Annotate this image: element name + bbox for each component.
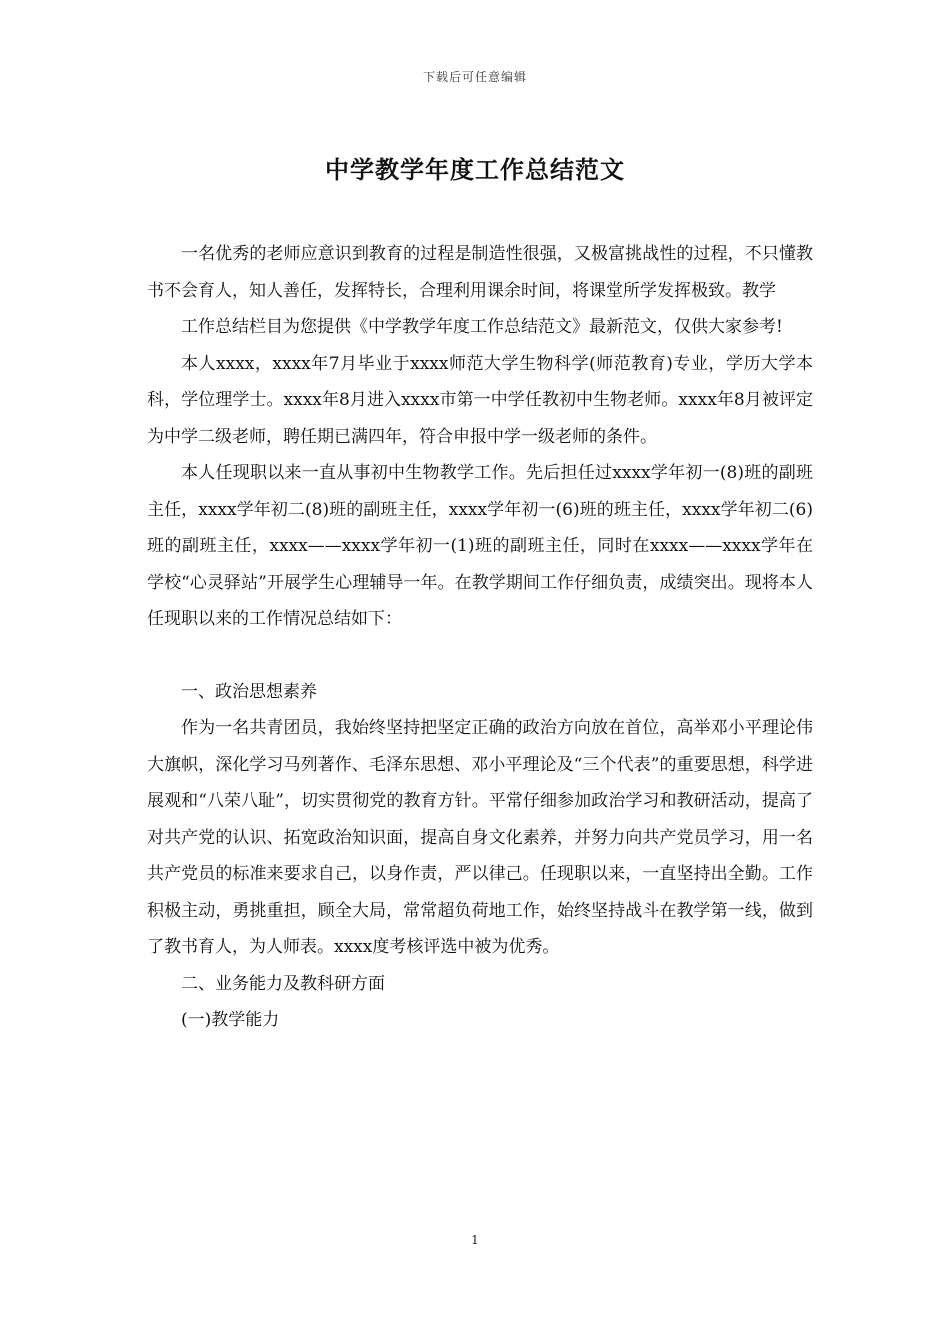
- page-number: 1: [471, 1233, 479, 1247]
- section-heading-business: 二、业务能力及教科研方面: [181, 973, 385, 994]
- paragraph-intro: 一名优秀的老师应意识到教育的过程是制造性很强，又极富挑战性的过程，不只懂教书不会育人，知人善任，发挥特长，合理利用课余时间，将课堂所学发挥极致。教学: [147, 244, 813, 301]
- paragraph-political: 作为一名共青团员，我始终坚持把坚定正确的政治方向放在首位，高举邓小平理论伟大旗帜，深化学习马列著作、毛泽东思想、邓小平理论及“三个代表”的重要思想，科学进展观和“八荣八耻”，切实贯彻党的教育方针。平常仔细参加政治学习和教研活动，提高了对共产党的认识、拓宽政治知识面，提高自身文化素养，并努力向共产党员学习，用一名共产党员的标准来要求自己，以身作责，严以律己。任现职以来，一直坚持出全勤。工作积极主动，勇挑重担，顾全大局，常常超负荷地工作，始终坚持战斗在教学第一线，做到了教书育人，为人师表。xxxx度考核评选中被为优秀。: [147, 718, 813, 957]
- paragraph-work-history: 本人任现职以来一直从事初中生物教学工作。先后担任过xxxx学年初一(8)班的副班主任，xxxx学年初二(8)班的副班主任，xxxx学年初一(6)班的班主任，xxxx学年初二(6)班的副班主任，xxxx——xxxx学年初一(1)班的副班主任，同时在xxxx——xxxx学年在学校“心灵驿站”开展学生心理辅导一年。在教学期间工作仔细负责，成绩突出。现将本人任现职以来的工作情况总结如下：: [147, 463, 813, 629]
- document-body: [147, 236, 813, 1039]
- paragraph-personal-info: 本人xxxx，xxxx年7月毕业于xxxx师范大学生物科学(师范教育)专业，学历大学本科，学位理学士。xxxx年8月进入xxxx市第一中学任教初中生物老师。xxxx年8月被评定为中学二级老师，聘任期已满四年，符合申报中学一级老师的条件。: [147, 353, 813, 447]
- document-title: 中学教学年度工作总结范文: [325, 155, 625, 184]
- section-heading-political: 一、政治思想素养: [181, 681, 317, 702]
- header-note: 下载后可任意编辑: [422, 70, 527, 84]
- paragraph-column-note: 工作总结栏目为您提供《中学教学年度工作总结范文》最新范文，仅供大家参考!: [181, 317, 783, 337]
- subsection-heading-teaching: (一)教学能力: [181, 1010, 280, 1030]
